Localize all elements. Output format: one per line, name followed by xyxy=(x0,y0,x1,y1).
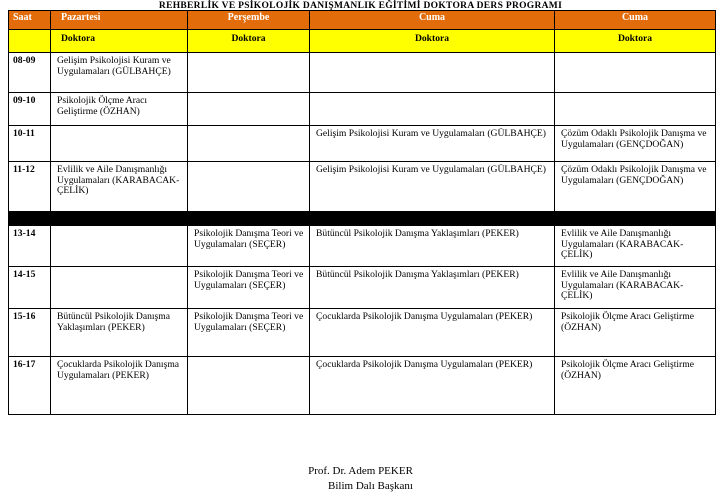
table-row xyxy=(9,53,716,93)
header-row xyxy=(9,11,716,30)
course-cell: Bütüncül Psikolojik Danışma Yaklaşımları (PEKER) xyxy=(51,309,188,357)
course-cell: Psikolojik Ölçme Aracı Geliştirme (ÖZHAN) xyxy=(555,357,716,415)
course-cell: Gelişim Psikolojisi Kuram ve Uygulamaları (GÜLBAHÇE) xyxy=(51,53,188,93)
table-row xyxy=(9,93,716,126)
time-cell: 16-17 xyxy=(9,357,51,415)
course-cell: Çocuklarda Psikolojik Danışma Uygulamaları (PEKER) xyxy=(51,357,188,415)
course-cell xyxy=(310,53,555,93)
course-cell: Psikolojik Danışma Teori ve Uygulamaları (SEÇER) xyxy=(188,309,310,357)
table-row xyxy=(9,267,716,309)
course-cell xyxy=(188,162,310,212)
header-day-cuma-2: Cuma xyxy=(555,11,716,30)
course-cell xyxy=(188,93,310,126)
course-cell xyxy=(555,53,716,93)
course-cell: Çözüm Odaklı Psikolojik Danışma ve Uygulamaları (GENÇDOĞAN) xyxy=(555,126,716,162)
course-cell xyxy=(555,93,716,126)
header-day-pazartesi: Pazartesi xyxy=(51,11,188,30)
course-cell: Psikolojik Ölçme Aracı Geliştirme (ÖZHAN) xyxy=(555,309,716,357)
course-cell: Çözüm Odaklı Psikolojik Danışma ve Uygulamaları (GENÇDOĞAN) xyxy=(555,162,716,212)
course-cell xyxy=(51,267,188,309)
schedule-table xyxy=(8,10,716,415)
program-cell: Doktora xyxy=(310,30,555,53)
course-cell: Psikolojik Ölçme Aracı Geliştirme (ÖZHAN) xyxy=(51,93,188,126)
signatory-name: Prof. Dr. Adem PEKER xyxy=(308,465,413,477)
break-cell xyxy=(9,212,51,226)
course-cell: Bütüncül Psikolojik Danışma Yaklaşımları (PEKER) xyxy=(310,267,555,309)
course-cell: Psikolojik Danışma Teori ve Uygulamaları (SEÇER) xyxy=(188,226,310,267)
program-cell-saat xyxy=(9,30,51,53)
header-saat: Saat xyxy=(9,11,51,30)
break-cell xyxy=(310,212,555,226)
course-cell: Evlilik ve Aile Danışmanlığı Uygulamaları (KARABACAK-ÇELİK) xyxy=(555,226,716,267)
course-cell xyxy=(188,53,310,93)
table-row xyxy=(9,126,716,162)
time-cell: 10-11 xyxy=(9,126,51,162)
document-title: REHBERLİK VE PSİKOLOJİK DANIŞMANLIK EĞİTİMİ DOKTORA DERS PROGRAMI xyxy=(158,1,563,11)
course-cell: Çocuklarda Psikolojik Danışma Uygulamaları (PEKER) xyxy=(310,357,555,415)
course-cell xyxy=(188,126,310,162)
table-row xyxy=(9,309,716,357)
course-cell: Bütüncül Psikolojik Danışma Yaklaşımları (PEKER) xyxy=(310,226,555,267)
course-cell xyxy=(188,357,310,415)
time-cell: 11-12 xyxy=(9,162,51,212)
course-cell xyxy=(310,93,555,126)
table-row xyxy=(9,226,716,267)
course-cell: Çocuklarda Psikolojik Danışma Uygulamaları (PEKER) xyxy=(310,309,555,357)
header-day-cuma-1: Cuma xyxy=(310,11,555,30)
program-cell: Doktora xyxy=(51,30,188,53)
program-cell: Doktora xyxy=(188,30,310,53)
break-cell xyxy=(51,212,188,226)
time-cell: 08-09 xyxy=(9,53,51,93)
break-cell xyxy=(188,212,310,226)
break-cell xyxy=(555,212,716,226)
course-cell xyxy=(51,126,188,162)
lunch-break-row xyxy=(9,212,716,226)
time-cell: 13-14 xyxy=(9,226,51,267)
course-cell: Evlilik ve Aile Danışmanlığı Uygulamaları (KARABACAK-ÇELİK) xyxy=(51,162,188,212)
table-row xyxy=(9,357,716,415)
course-cell: Gelişim Psikolojisi Kuram ve Uygulamaları (GÜLBAHÇE) xyxy=(310,162,555,212)
time-cell: 14-15 xyxy=(9,267,51,309)
course-cell: Evlilik ve Aile Danışmanlığı Uygulamaları (KARABACAK-ÇELİK) xyxy=(555,267,716,309)
program-row xyxy=(9,30,716,53)
course-cell: Gelişim Psikolojisi Kuram ve Uygulamaları (GÜLBAHÇE) xyxy=(310,126,555,162)
signatory-role: Bilim Dalı Başkanı xyxy=(328,480,413,492)
table-row xyxy=(9,162,716,212)
program-cell: Doktora xyxy=(555,30,716,53)
time-cell: 15-16 xyxy=(9,309,51,357)
course-cell xyxy=(51,226,188,267)
header-day-persembe: Perşembe xyxy=(188,11,310,30)
course-cell: Psikolojik Danışma Teori ve Uygulamaları (SEÇER) xyxy=(188,267,310,309)
time-cell: 09-10 xyxy=(9,93,51,126)
